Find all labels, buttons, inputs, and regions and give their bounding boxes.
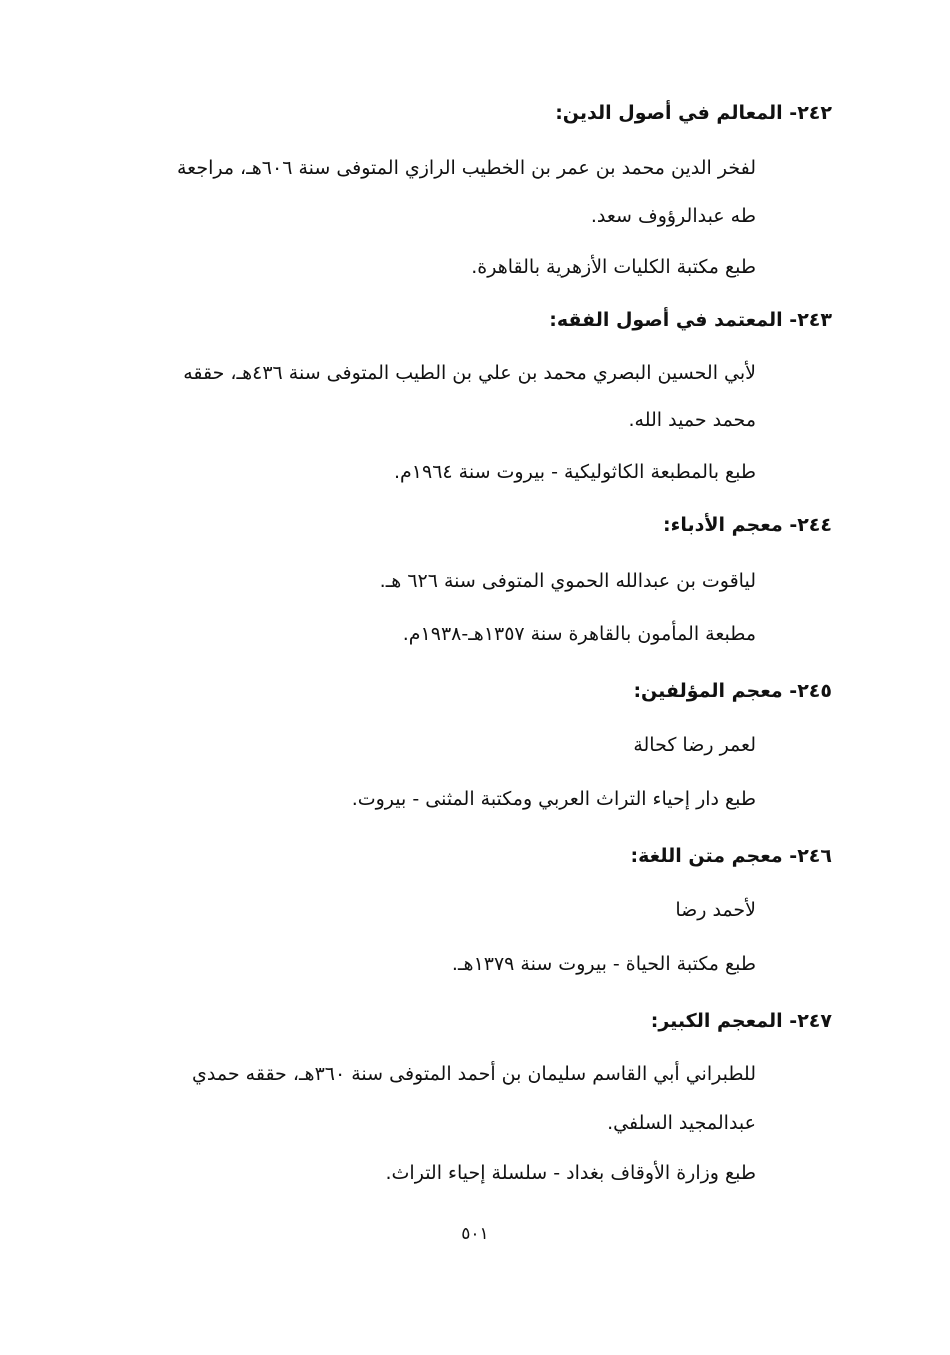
entry-publisher-line: طبع دار إحياء التراث العربي ومكتبة المثنى - بيروت. bbox=[351, 788, 756, 810]
entry-publisher-line: طبع بالمطبعة الكاثوليكية - بيروت سنة ١٩٦٤م. bbox=[393, 461, 756, 483]
entry-publisher-line: مطبعة المأمون بالقاهرة سنة ١٣٥٧هـ-١٩٣٨م. bbox=[402, 623, 756, 645]
entry-heading: ٢٤٤- معجم الأدباء: bbox=[663, 514, 832, 536]
entry-text-line: عبدالمجيد السلفي. bbox=[607, 1112, 756, 1134]
entry-text-line: للطبراني أبي القاسم سليمان بن أحمد المتوفى سنة ٣٦٠هـ، حققه حمدي bbox=[192, 1063, 756, 1085]
entry-text-line: طه عبدالرؤوف سعد. bbox=[590, 205, 756, 227]
page-number: ٥٠١ bbox=[461, 1224, 489, 1244]
entry-heading: ٢٤٧- المعجم الكبير: bbox=[650, 1010, 832, 1032]
entry-text-line: لياقوت بن عبدالله الحموي المتوفى سنة ٦٢٦ هـ. bbox=[379, 570, 756, 592]
entry-heading: ٢٤٦- معجم متن اللغة: bbox=[630, 845, 832, 867]
entry-heading: ٢٤٣- المعتمد في أصول الفقه: bbox=[549, 309, 832, 331]
entry-publisher-line: طبع مكتبة الحياة - بيروت سنة ١٣٧٩هـ. bbox=[451, 953, 756, 975]
entry-text-line: لأبي الحسين البصري محمد بن علي بن الطيب المتوفى سنة ٤٣٦هـ، حققه bbox=[183, 362, 756, 384]
entry-publisher-line: طبع وزارة الأوقاف بغداد - سلسلة إحياء التراث. bbox=[385, 1162, 756, 1184]
entry-text-line: لفخر الدين محمد بن عمر بن الخطيب الرازي المتوفى سنة ٦٠٦هـ، مراجعة bbox=[176, 157, 756, 179]
entry-heading: ٢٤٢- المعالم في أصول الدين: bbox=[555, 102, 832, 124]
entry-publisher-line: طبع مكتبة الكليات الأزهرية بالقاهرة. bbox=[471, 256, 756, 278]
entry-text-line: لأحمد رضا bbox=[675, 899, 756, 921]
entry-text-line: لعمر رضا كحالة bbox=[633, 734, 756, 756]
entry-text-line: محمد حميد الله. bbox=[628, 409, 756, 431]
entry-heading: ٢٤٥- معجم المؤلفين: bbox=[633, 680, 832, 702]
